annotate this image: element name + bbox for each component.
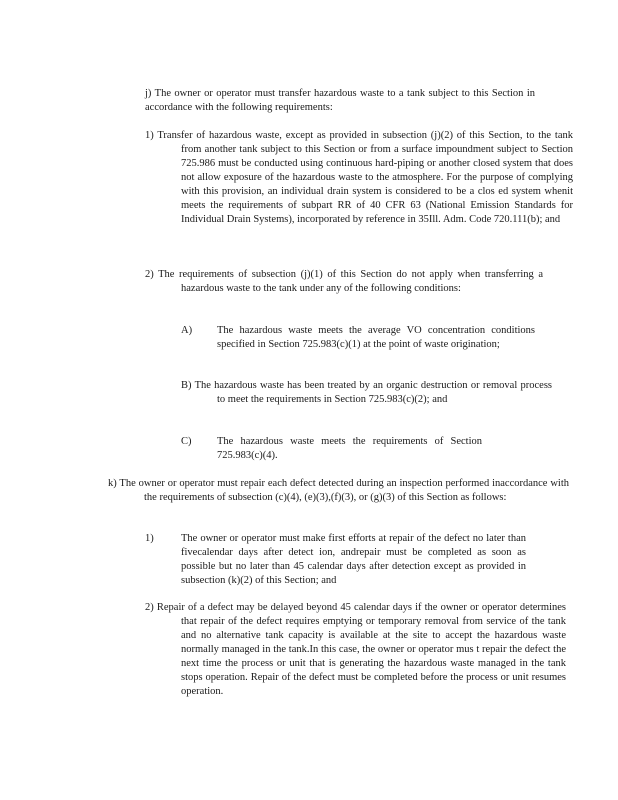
section-j-item-2-text: 2) The requirements of subsection (j)(1) of this Section do not apply when transferring a hazardous waste to the tank under any of the following conditions:	[145, 269, 543, 294]
section-j-item-2c	[217, 435, 482, 463]
section-j-item-2c-text: The hazardous waste meets the requirements of Section 725.983(c)(4).	[217, 436, 482, 461]
section-j-item-1	[145, 129, 573, 227]
section-k-item-1-text: The owner or operator must make first efforts at repair of the defect no later than fivecalendar days after detect ion, andrepair must be completed as soon as possible but no later than 45 calendar days after detection except as provided in subsection (k)(2) of this Section; and	[181, 533, 526, 586]
section-k-item-1-label: 1)	[145, 533, 154, 544]
section-j-item-1-text: 1) Transfer of hazardous waste, except as provided in subsection (j)(2) of this Section, to the tank from another tank subject to this Section or from a surface impoundment subject to Section 725.986 must be conducted using continuous hard-piping or another closed system that does not allow exposure of the hazardous waste to the atmosphere. For the purpose of complying with this provision, an individual drain system is considered to be a clos ed system whenit meets the requirements of subpart RR of 40 CFR 63 (National Emission Standards for Individual Drain Systems), incorporated by reference in 35Ill. Adm. Code 720.111(b); and	[145, 130, 573, 225]
section-k-intro	[108, 477, 569, 505]
section-j-intro-text: j) The owner or operator must transfer hazardous waste to a tank subject to this Section in accordance with the following requirements:	[145, 88, 535, 113]
section-j-intro	[108, 87, 535, 115]
section-k-item-2-text: 2) Repair of a defect may be delayed beyond 45 calendar days if the owner or operator determines that repair of the defect requires emptying or temporary removal from service of the tank and no alternative tank capacity is available at the site to accept the hazardous waste normally managed in the tank.In this case, the owner or operator mus t repair the defect the next time the process or unit that is generating the hazardous waste managed in the tank stops operation. Repair of the defect must be completed before the process or unit resumes operation.	[145, 602, 566, 697]
section-j-item-2c-label: C)	[181, 436, 192, 447]
section-j-item-2a-text: The hazardous waste meets the average VO concentration conditions specified in Section 725.983(c)(1) at the point of waste origination;	[217, 325, 535, 350]
section-j-item-2a	[217, 324, 535, 352]
section-j-item-2	[145, 268, 543, 296]
section-j-item-2b-text: B) The hazardous waste has been treated by an organic destruction or removal process to meet the requirements in Section 725.983(c)(2); and	[181, 380, 552, 405]
section-k-item-2	[145, 601, 566, 699]
section-j-item-2b	[181, 379, 552, 407]
section-k-item-1	[181, 532, 526, 588]
section-k-intro-text: k) The owner or operator must repair each defect detected during an inspection performed inaccordance with the requirements of subsection (c)(4), (e)(3),(f)(3), or (g)(3) of this Section as follows:	[108, 478, 569, 503]
section-j-item-2a-label: A)	[181, 325, 193, 336]
